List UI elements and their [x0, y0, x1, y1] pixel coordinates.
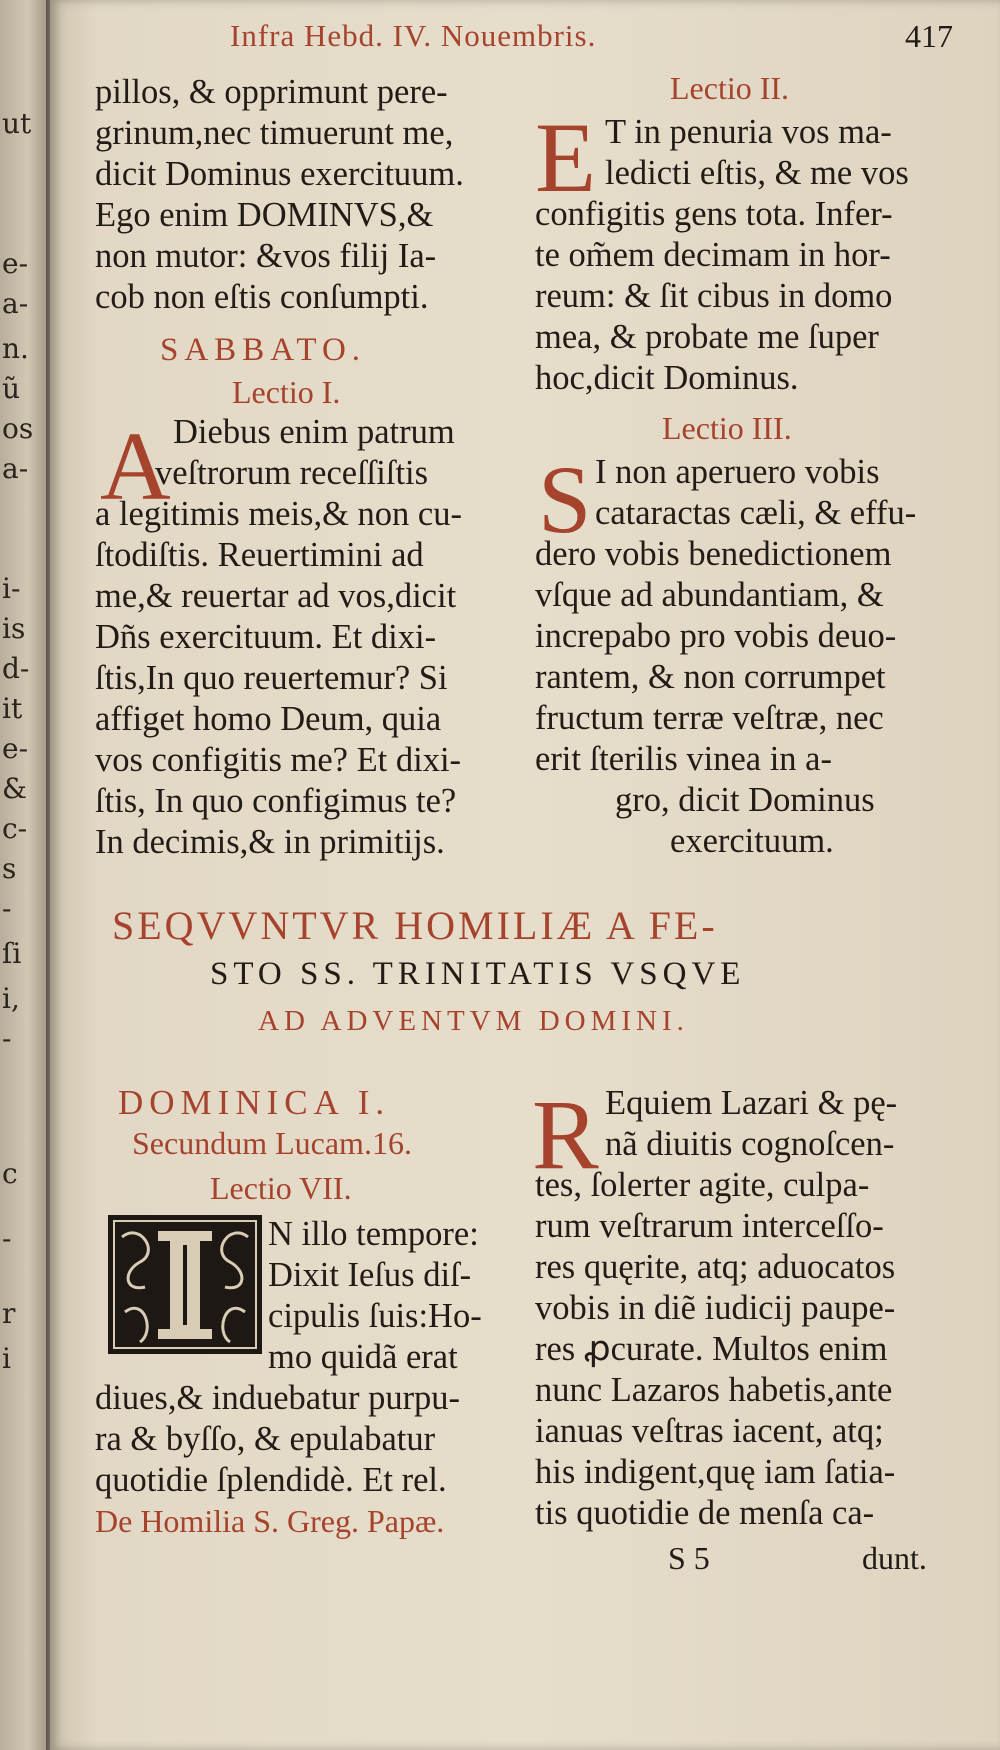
facing-page-fragment: -: [2, 1022, 12, 1055]
dominica-short-lines: [268, 1214, 528, 1378]
text-line: cob non eſtis conſumpti.: [95, 278, 429, 316]
text-line: Diebus enim patrum: [173, 413, 455, 451]
homily-text: [535, 1083, 965, 1534]
text-line: me,& reuertar ad vos,dicit: [95, 577, 457, 615]
facing-page-fragment: e-: [2, 247, 29, 280]
homilies-heading-line1: SEQVVNTVR HOMILIÆ A FE-: [112, 903, 718, 948]
facing-page-fragment: i: [2, 1342, 11, 1375]
text-line: vos configitis me? Et dixi-: [95, 741, 462, 779]
lectio-ii-text: [535, 112, 965, 399]
text-line: rum veſtrarum interceſſo-: [535, 1207, 884, 1245]
facing-page-fragment: a-: [2, 287, 29, 320]
homilies-heading-line3: AD ADVENTVM DOMINI.: [258, 1005, 689, 1037]
text-line: grinum,nec timuerunt me,: [95, 114, 454, 152]
text-line: pillos, & opprimunt pere-: [95, 73, 448, 111]
ornamental-initial-i: [108, 1215, 262, 1354]
text-line: nunc Lazaros habetis,ante: [535, 1371, 893, 1409]
lectio-iii-heading: Lectio III.: [662, 410, 792, 446]
facing-page-edge: [0, 0, 46, 1750]
text-line: vſque ad abundantiam, &: [535, 576, 884, 614]
catchword: dunt.: [862, 1540, 927, 1576]
text-line: T in penuria vos ma-: [605, 113, 892, 151]
text-line: Dñs exercituum. Et dixi-: [95, 618, 437, 656]
text-line: quotidie ſplendidè. Et rel.: [95, 1461, 447, 1499]
text-line: dicit Dominus exercituum.: [95, 155, 464, 193]
text-line: gro, dicit Dominus: [615, 781, 875, 819]
sabbato-text: [95, 412, 515, 863]
text-line: N illo tempore:: [268, 1215, 479, 1253]
text-line: In decimis,& in primitijs.: [95, 823, 445, 861]
text-line: ledicti eſtis, & me vos: [605, 154, 909, 192]
page-number: 417: [905, 18, 953, 54]
text-line: hoc,dicit Dominus.: [535, 359, 799, 397]
text-line: veſtrorum receſſiſtis: [155, 454, 429, 492]
running-head: Infra Hebd. IV. Nouembris.: [230, 18, 597, 53]
text-line: mo quidã erat: [268, 1338, 458, 1376]
text-line: Ego enim DOMINVS,&: [95, 196, 434, 234]
dropcap-s: S: [538, 446, 592, 553]
facing-page-fragment: i-: [2, 572, 21, 605]
left-column-top: [95, 72, 515, 318]
text-line: affiget homo Deum, quia: [95, 700, 442, 738]
facing-page-fragment: -: [2, 1222, 12, 1255]
signature-mark: S 5: [668, 1540, 710, 1576]
facing-page-fragment: os: [2, 412, 34, 445]
facing-page-fragment: r: [2, 1297, 16, 1330]
text-line: ſtis, In quo configimus te?: [95, 782, 457, 820]
text-line: reum: & ſit cibus in domo: [535, 277, 893, 315]
text-line: fructum terræ veſtræ, nec: [535, 699, 884, 737]
facing-page-fragment: s: [2, 852, 17, 885]
text-line: nã diuitis cognoſcen-: [605, 1125, 895, 1163]
text-line: I non aperuero vobis: [595, 453, 880, 491]
text-line: dero vobis benedictionem: [535, 535, 892, 573]
text-line: cipulis ſuis:Ho-: [268, 1297, 482, 1335]
text-line: res ꝓcurate. Multos enim: [535, 1330, 888, 1368]
dominica-heading: DOMINICA I.: [118, 1083, 391, 1122]
ornament-flourish-icon: [110, 1217, 260, 1352]
lectio-ii-heading: Lectio II.: [670, 70, 790, 106]
facing-page-fragment: i,: [2, 982, 20, 1015]
dropcap-e: E: [535, 102, 597, 213]
facing-page-fragment: e-: [2, 732, 29, 765]
dominica-lectio: Lectio VII.: [210, 1170, 352, 1206]
sabbato-heading: SABBATO.: [160, 332, 367, 368]
facing-page-fragment: c-: [2, 812, 28, 845]
facing-page-fragment: is: [2, 612, 26, 645]
text-line: diues,& induebatur purpu-: [95, 1379, 461, 1417]
text-line: increpabo pro vobis deuo-: [535, 617, 897, 655]
dominica-text: [95, 1378, 525, 1501]
text-line: configitis gens tota. Infer-: [535, 195, 893, 233]
facing-page-fragment: n.: [2, 332, 29, 365]
dominica-subtitle: Secundum Lucam.16.: [132, 1125, 412, 1161]
text-line: res quęrite, atq; aduocatos: [535, 1248, 896, 1286]
homily-source: De Homilia S. Greg. Papæ.: [95, 1503, 445, 1539]
text-line: ianuas veſtras iacent, atq;: [535, 1412, 884, 1450]
facing-page-fragment: ũ: [2, 372, 21, 405]
text-line: his indigent,quę iam ſatia-: [535, 1453, 896, 1491]
text-line: erit ſterilis vinea in a-: [535, 740, 832, 778]
homilies-heading-line2: STO SS. TRINITATIS VSQVE: [210, 956, 746, 992]
text-line: vobis in diẽ iudicij paupe-: [535, 1289, 896, 1327]
facing-page-fragment: a-: [2, 452, 29, 485]
text-line: tis quotidie de menſa ca-: [535, 1494, 875, 1532]
facing-page-fragment: ſi: [2, 937, 22, 970]
text-line: tes, ſolerter agite, culpa-: [535, 1166, 870, 1204]
facing-page-fragment: -: [2, 892, 12, 925]
facing-page-fragment: it: [2, 692, 23, 725]
dropcap-r: R: [532, 1079, 599, 1190]
text-line: ſtis,In quo reuertemur? Si: [95, 659, 448, 697]
facing-page-fragment: c: [2, 1157, 18, 1190]
facing-page-fragment: d-: [2, 652, 30, 685]
text-line: ra & byſſo, & epulabatur: [95, 1420, 436, 1458]
text-line: Dixit Ieſus diſ-: [268, 1256, 472, 1294]
text-line: te om̃em decimam in hor-: [535, 236, 891, 274]
facing-page-fragment: ut: [2, 107, 32, 140]
facing-page-fragment: &: [2, 772, 27, 805]
dropcap-a: A: [100, 413, 171, 521]
text-line: non mutor: &vos filij Ia-: [95, 237, 437, 275]
sabbato-lectio: Lectio I.: [232, 374, 341, 410]
text-line: cataractas cæli, & effu-: [595, 494, 917, 532]
lectio-iii-text: [535, 446, 965, 862]
text-line: mea, & probate me ſuper: [535, 318, 879, 356]
text-line: a legitimis meis,& non cu-: [95, 495, 462, 533]
text-line: rantem, & non corrumpet: [535, 658, 886, 696]
text-line: ſtodiſtis. Reuertimini ad: [95, 536, 424, 574]
text-line: Equiem Lazari & pę-: [605, 1084, 898, 1122]
text-line: exercituum.: [670, 822, 834, 860]
